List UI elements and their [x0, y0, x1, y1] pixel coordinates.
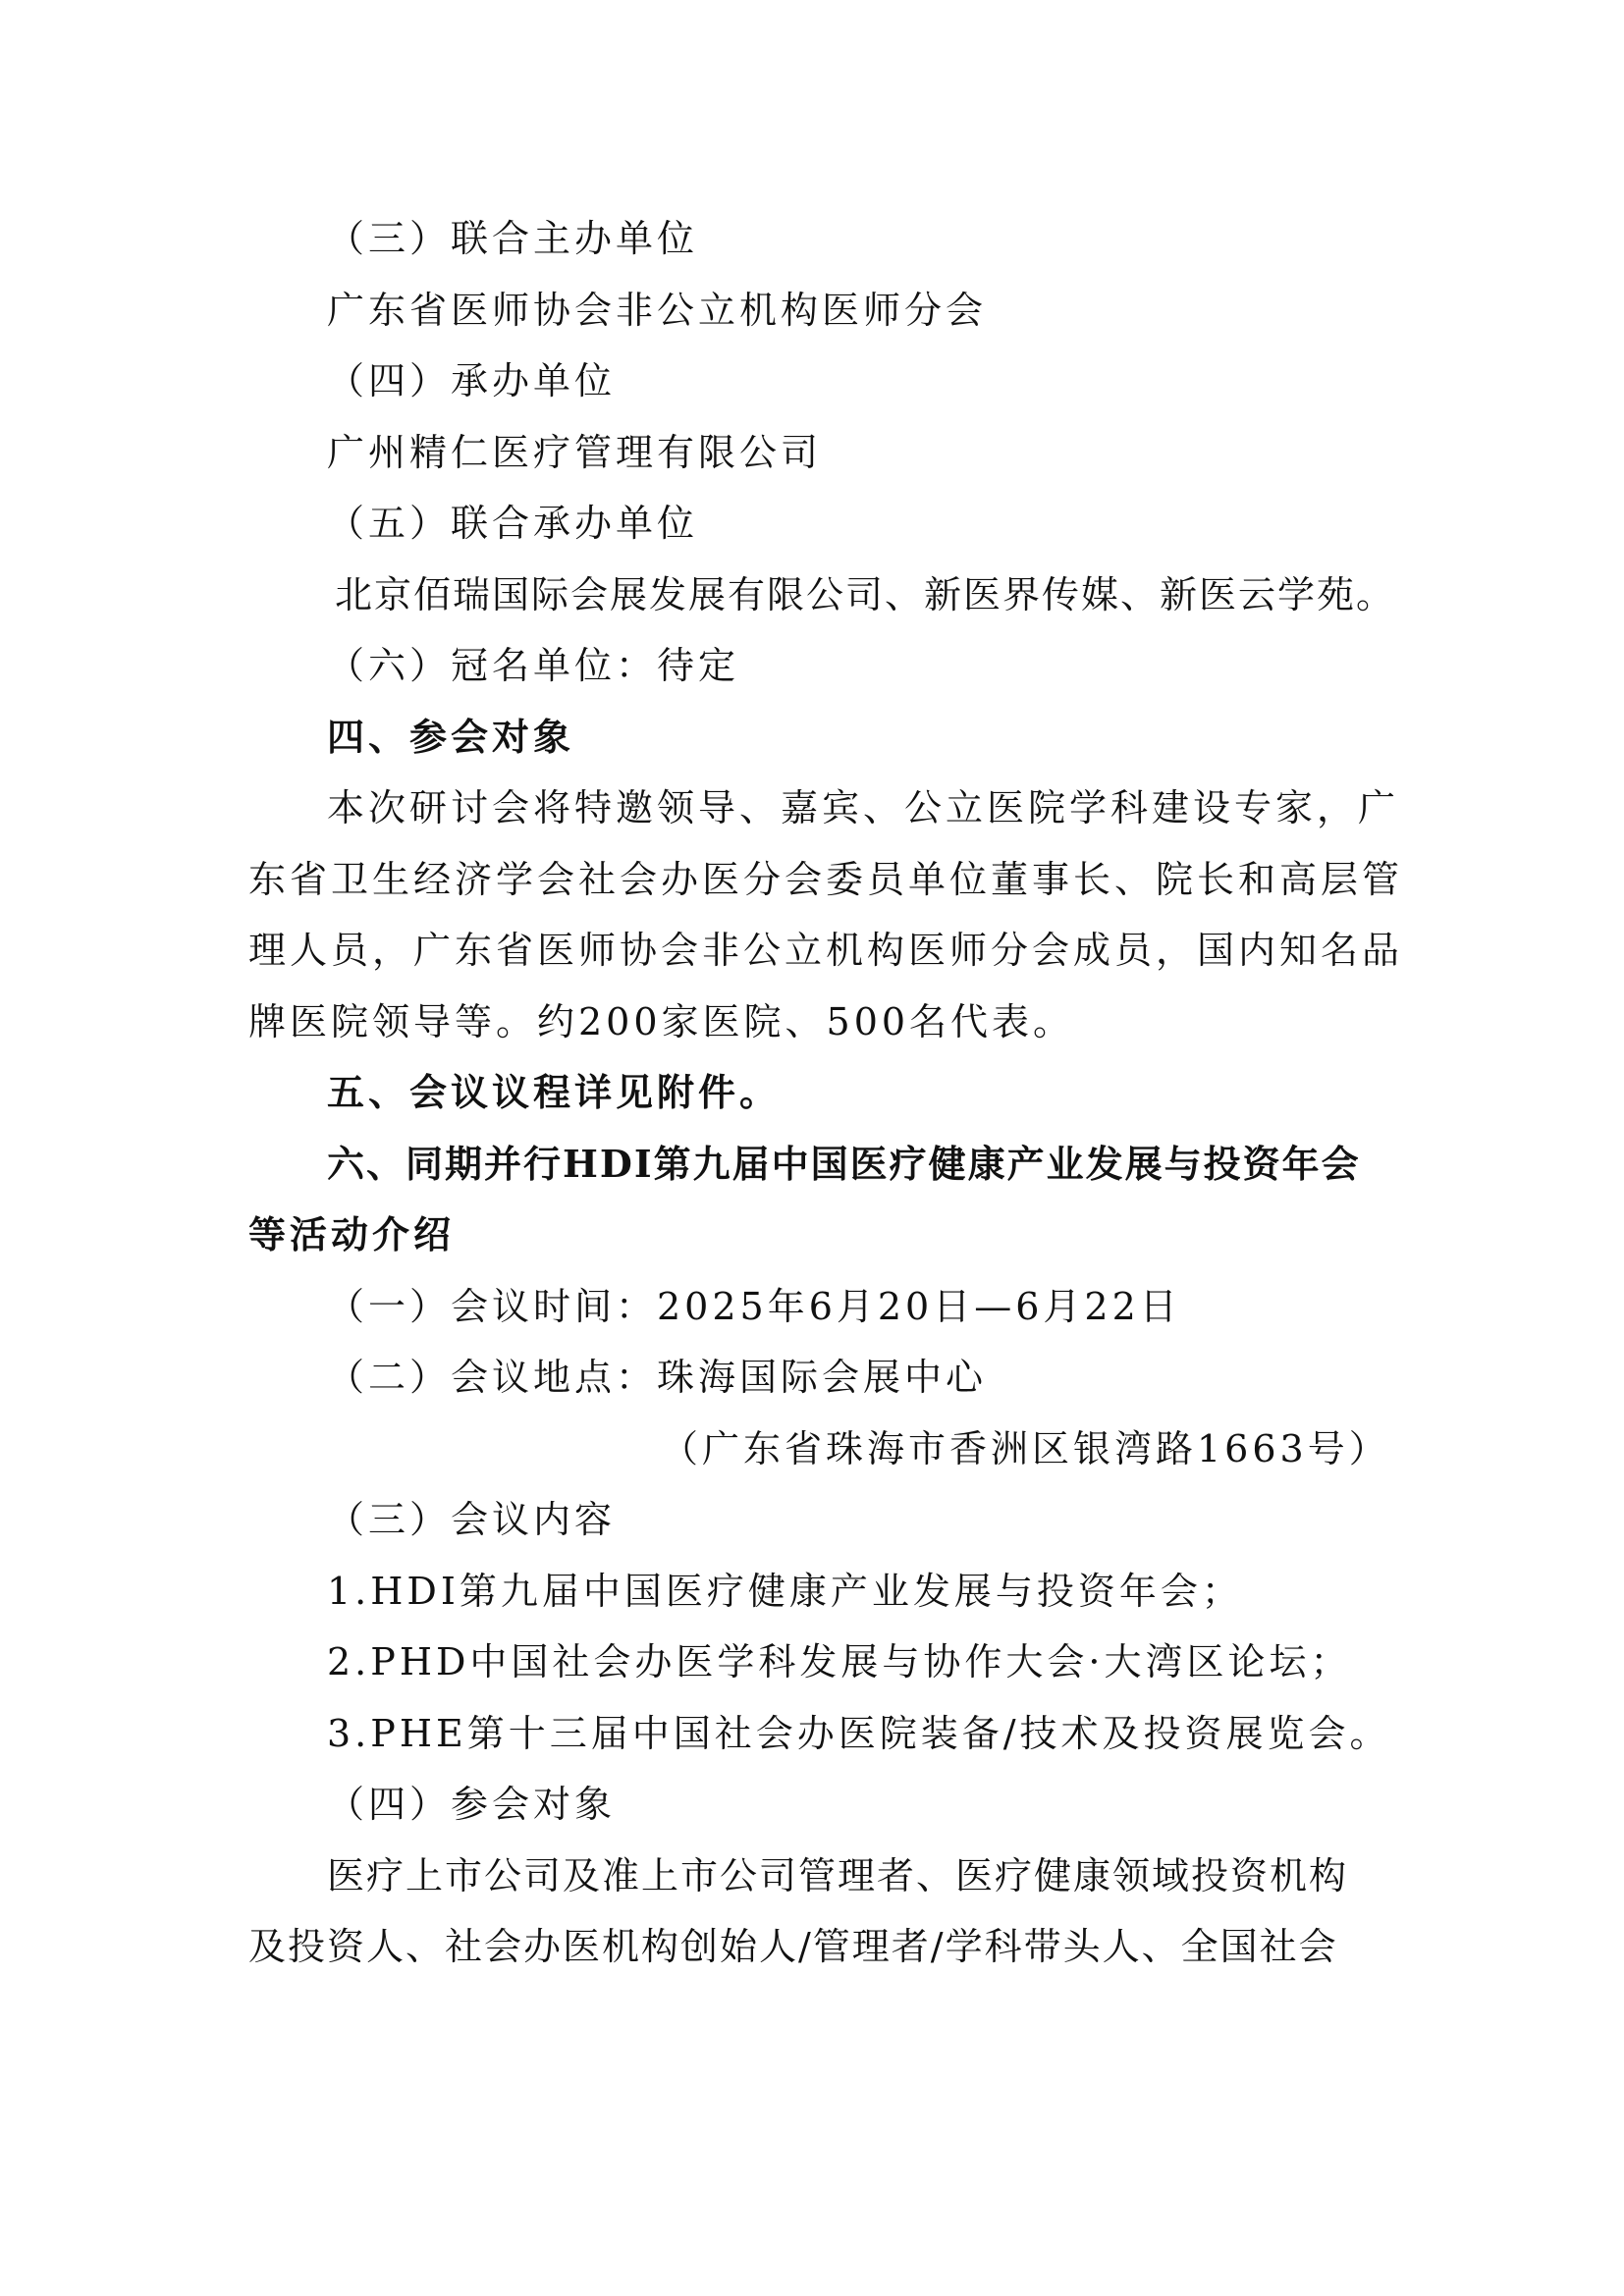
- section-undertaker-heading: （四）承办单位: [327, 359, 617, 402]
- meeting-address-line: （广东省珠海市香洲区银湾路1663号）: [661, 1427, 1390, 1470]
- section-co-organizer-heading: （三）联合主办单位: [327, 217, 699, 260]
- meeting-time-line: （一）会议时间：2025年6月20日—6月22日: [327, 1285, 1181, 1328]
- attendees-paragraph-line-1: 本次研讨会将特邀领导、嘉宾、公立医院学科建设专家，广: [327, 786, 1400, 829]
- section-six-heading-line-2: 等活动介绍: [248, 1212, 456, 1256]
- undertaker-text: 广州精仁医疗管理有限公司: [327, 431, 823, 474]
- section-six-heading-line-1: 六、同期并行HDI第九届中国医疗健康产业发展与投资年会: [327, 1142, 1361, 1186]
- attendees-paragraph-line-4: 牌医院领导等。约200家医院、500名代表。: [248, 1000, 1075, 1043]
- attendees-paragraph-line-3: 理人员，广东省医师协会非公立机构医师分会成员，国内知名品: [248, 929, 1404, 972]
- attendees-paragraph-line-2: 东省卫生经济学会社会办医分会委员单位董事长、院长和高层管: [248, 858, 1404, 901]
- meeting-attendees-heading: （四）参会对象: [327, 1783, 617, 1826]
- title-sponsor-line: （六）冠名单位：待定: [327, 644, 740, 687]
- meeting-venue-line: （二）会议地点：珠海国际会展中心: [327, 1356, 988, 1399]
- co-undertaker-text: 北京佰瑞国际会展发展有限公司、新医界传媒、新医云学苑。: [335, 573, 1396, 616]
- meeting-attendees-line-1: 医疗上市公司及准上市公司管理者、医疗健康领域投资机构: [327, 1854, 1349, 1897]
- meeting-content-item-2: 2.PHD中国社会办医学科发展与协作大会·大湾区论坛；: [327, 1640, 1352, 1683]
- section-co-undertaker-heading: （五）联合承办单位: [327, 502, 699, 545]
- section-four-heading: 四、参会对象: [327, 715, 575, 759]
- section-five-heading: 五、会议议程详见附件。: [327, 1070, 782, 1114]
- meeting-attendees-line-2: 及投资人、社会办医机构创始人/管理者/学科带头人、全国社会: [248, 1925, 1338, 1968]
- meeting-content-heading: （三）会议内容: [327, 1498, 617, 1541]
- co-organizer-text: 广东省医师协会非公立机构医师分会: [327, 289, 988, 332]
- meeting-content-item-3: 3.PHE第十三届中国社会办医院装备/技术及投资展览会。: [327, 1712, 1391, 1755]
- meeting-content-item-1: 1.HDI第九届中国医疗健康产业发展与投资年会；: [327, 1570, 1243, 1613]
